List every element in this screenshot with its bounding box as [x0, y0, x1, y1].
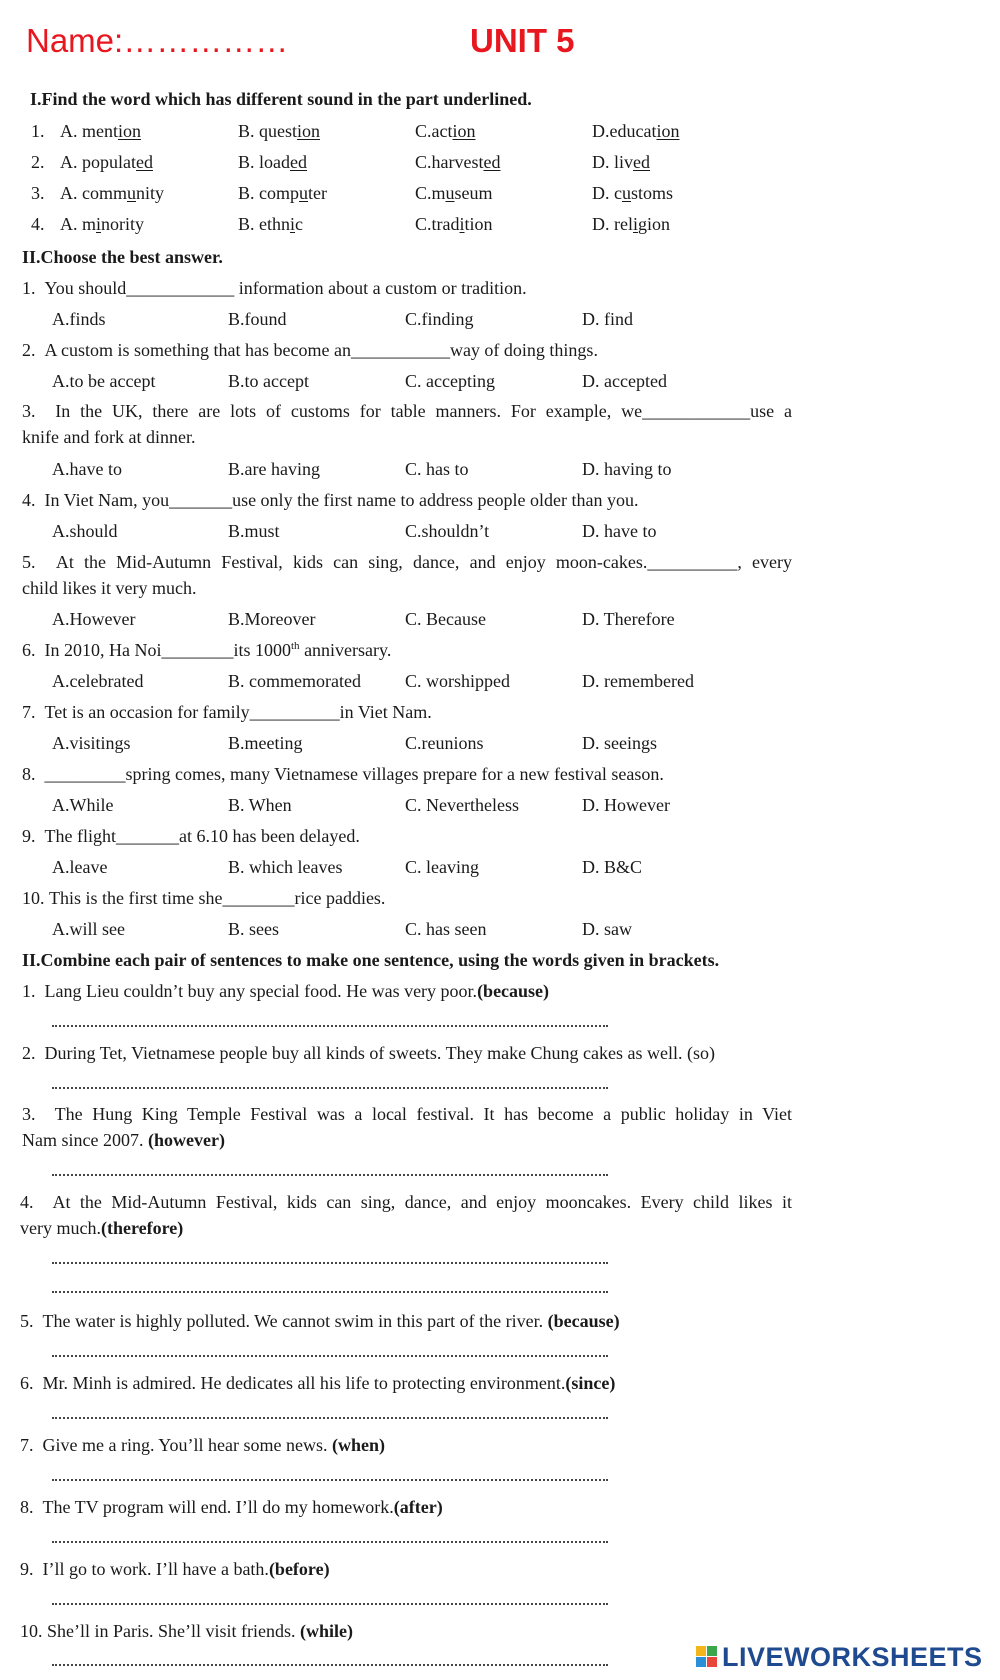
s1-option-b: B. loaded [238, 152, 307, 172]
s1-option-a: A. populated [60, 152, 153, 172]
s1-option-c: C.action [415, 121, 476, 141]
question-text: 8. _________spring comes, many Vietnamese villages prepare for a new festival season. [22, 764, 664, 784]
liveworksheets-logo [696, 1642, 983, 1672]
s1-option-b: B. ethnic [238, 214, 304, 234]
option-c[interactable]: C.shouldn’t [405, 521, 490, 541]
option-a[interactable]: A.to be accept [52, 371, 156, 391]
option-b[interactable]: B.found [228, 309, 287, 329]
s1-row-num: 1. [31, 121, 45, 141]
answer-line[interactable] [52, 1291, 608, 1293]
option-a[interactable]: A.While [52, 795, 114, 815]
option-b[interactable]: B.are having [228, 459, 320, 479]
option-a[interactable]: A.finds [52, 309, 106, 329]
option-a[interactable]: A.visitings [52, 733, 131, 753]
option-c[interactable]: C. has to [405, 459, 469, 479]
s1-row-num: 3. [31, 183, 45, 203]
combine-item-text: 4. At the Mid-Autumn Festival, kids can sing, dance, and enjoy mooncakes. Every child likes it [20, 1192, 792, 1212]
combine-item-text: 3. The Hung King Temple Festival was a local festival. It has become a public holiday in Viet [22, 1104, 793, 1124]
unit-title: UNIT 5 [470, 22, 575, 59]
s1-option-c: C.harvested [415, 152, 501, 172]
question-text: 3. In the UK, there are lots of customs for table manners. For example, we____________use a [22, 401, 793, 421]
option-a[interactable]: A.leave [52, 857, 108, 877]
option-c[interactable]: C. has seen [405, 919, 487, 939]
question-text: 1. You should____________ information about a custom or tradition. [22, 278, 527, 298]
s1-option-a: A. community [60, 183, 165, 203]
option-a[interactable]: A.will see [52, 919, 125, 939]
option-c[interactable]: C. accepting [405, 371, 495, 391]
option-d[interactable]: D. having to [582, 459, 672, 479]
answer-line[interactable] [52, 1262, 608, 1264]
combine-item-text: 1. Lang Lieu couldn’t buy any special food. He was very poor.(because) [22, 981, 550, 1001]
question-text: 4. In Viet Nam, you_______use only the first name to address people older than you. [22, 490, 639, 510]
option-a[interactable]: A.should [52, 521, 118, 541]
s1-row-num: 4. [31, 214, 45, 234]
question-text: 10. This is the first time she________rice paddies. [22, 888, 386, 908]
answer-line[interactable] [52, 1664, 608, 1666]
question-text-cont: knife and fork at dinner. [22, 427, 196, 447]
option-b[interactable]: B. sees [228, 919, 279, 939]
option-d[interactable]: D. seeings [582, 733, 657, 753]
option-d[interactable]: D. accepted [582, 371, 667, 391]
option-d[interactable]: D. have to [582, 521, 657, 541]
option-c[interactable]: C. Because [405, 609, 486, 629]
s1-option-d: D.education [592, 121, 680, 141]
section3-title: II.Combine each pair of sentences to make one sentence, using the words given in brackets. [22, 950, 720, 970]
option-b[interactable]: B.must [228, 521, 280, 541]
combine-item-text: 7. Give me a ring. You’ll hear some news. (when) [20, 1435, 385, 1455]
question-text: 6. In 2010, Ha Noi________its 1000th anniversary. [22, 640, 392, 660]
section1-title: I.Find the word which has different sound in the part underlined. [30, 89, 532, 109]
s1-option-d: D. customs [592, 183, 674, 203]
option-c[interactable]: C.finding [405, 309, 474, 329]
combine-item-text: 6. Mr. Minh is admired. He dedicates all his life to protecting environment.(since) [20, 1373, 616, 1393]
option-d[interactable]: D. find [582, 309, 633, 329]
section2-title: II.Choose the best answer. [22, 247, 223, 267]
answer-line[interactable] [52, 1603, 608, 1605]
combine-item-text-cont: Nam since 2007. (however) [22, 1130, 225, 1150]
option-c[interactable]: C. Nevertheless [405, 795, 519, 815]
logo-text: LIVEWORKSHEETS [722, 1641, 983, 1672]
s1-option-b: B. question [238, 121, 321, 141]
s1-option-d: D. religion [592, 214, 671, 234]
s1-option-b: B. computer [238, 183, 327, 203]
option-c[interactable]: C. leaving [405, 857, 479, 877]
answer-line[interactable] [52, 1174, 608, 1176]
option-b[interactable]: B.Moreover [228, 609, 316, 629]
answer-line[interactable] [52, 1087, 608, 1089]
option-c[interactable]: C.reunions [405, 733, 484, 753]
option-a[interactable]: A.celebrated [52, 671, 144, 691]
combine-item-text: 2. During Tet, Vietnamese people buy all kinds of sweets. They make Chung cakes as well. (so) [22, 1043, 716, 1063]
option-c[interactable]: C. worshipped [405, 671, 510, 691]
option-b[interactable]: B. When [228, 795, 292, 815]
answer-line[interactable] [52, 1541, 608, 1543]
question-text-cont: child likes it very much. [22, 578, 197, 598]
question-text: 7. Tet is an occasion for family__________in Viet Nam. [22, 702, 432, 722]
option-d[interactable]: D. Therefore [582, 609, 675, 629]
s1-option-c: C.tradition [415, 214, 493, 234]
option-d[interactable]: D. saw [582, 919, 632, 939]
s1-row-num: 2. [31, 152, 45, 172]
answer-line[interactable] [52, 1479, 608, 1481]
combine-item-text: 9. I’ll go to work. I’ll have a bath.(before) [20, 1559, 330, 1579]
option-a[interactable]: A.However [52, 609, 136, 629]
s1-option-a: A. minority [60, 214, 145, 234]
question-text: 2. A custom is something that has become an___________way of doing things. [22, 340, 598, 360]
option-d[interactable]: D. However [582, 795, 670, 815]
question-text: 9. The flight_______at 6.10 has been delayed. [22, 826, 360, 846]
option-d[interactable]: D. B&C [582, 857, 643, 877]
answer-line[interactable] [52, 1355, 608, 1357]
liveworksheets-logo-icon [696, 1646, 718, 1668]
answer-line[interactable] [52, 1417, 608, 1419]
s1-option-c: C.museum [415, 183, 493, 203]
combine-item-text-cont: very much.(therefore) [20, 1218, 184, 1238]
answer-line[interactable] [52, 1025, 608, 1027]
option-d[interactable]: D. remembered [582, 671, 694, 691]
s1-option-a: A. mention [60, 121, 142, 141]
s1-option-d: D. lived [592, 152, 651, 172]
question-text: 5. At the Mid-Autumn Festival, kids can sing, dance, and enjoy moon-cakes.__________, every [22, 552, 792, 572]
combine-item-text: 10. She’ll in Paris. She’ll visit friends. (while) [20, 1621, 353, 1641]
option-b[interactable]: B.to accept [228, 371, 309, 391]
option-a[interactable]: A.have to [52, 459, 122, 479]
combine-item-text: 8. The TV program will end. I’ll do my homework.(after) [20, 1497, 443, 1517]
option-b[interactable]: B.meeting [228, 733, 303, 753]
option-b[interactable]: B. which leaves [228, 857, 343, 877]
name-label: Name:…………… [26, 22, 289, 59]
option-b[interactable]: B. commemorated [228, 671, 361, 691]
combine-item-text: 5. The water is highly polluted. We cannot swim in this part of the river. (because) [20, 1311, 620, 1331]
